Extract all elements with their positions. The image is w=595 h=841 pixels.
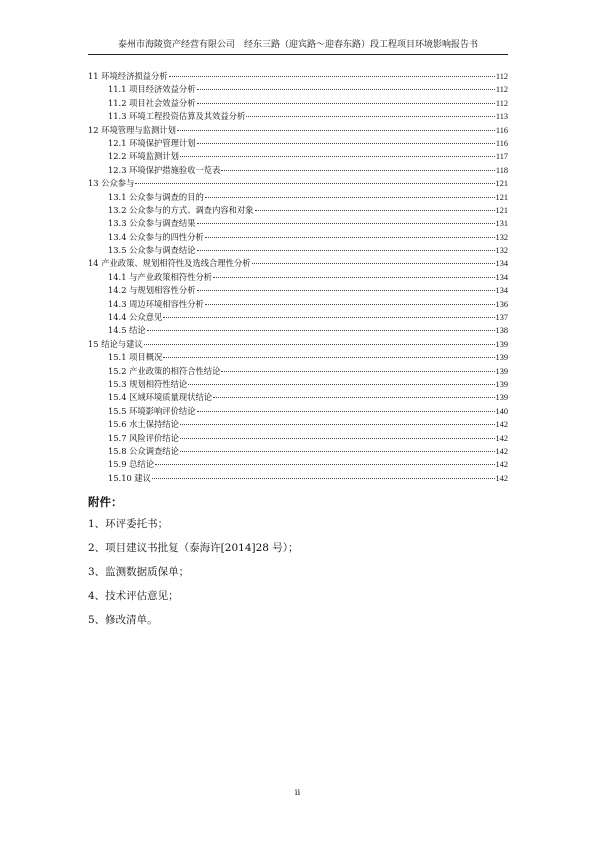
toc-entry-label: 15 结论与建议: [88, 338, 143, 349]
toc-entry[interactable]: [88, 351, 508, 364]
table-of-contents: [88, 70, 508, 485]
toc-entry-page: 112: [495, 85, 508, 95]
toc-entry[interactable]: [88, 137, 508, 150]
toc-dot-leader: [177, 130, 495, 131]
toc-dot-leader: [155, 464, 495, 465]
toc-entry-label: 12.3 环境保护措施验收一览表: [108, 164, 221, 175]
toc-dot-leader: [197, 250, 495, 251]
toc-dot-leader: [135, 183, 494, 184]
toc-entry-label: 15.1 项目概况: [108, 352, 163, 363]
toc-entry-page: 142: [495, 420, 508, 430]
toc-dot-leader: [180, 424, 495, 425]
toc-entry-label: 13.5 公众参与调查结论: [108, 245, 196, 256]
toc-entry-page: 134: [495, 286, 508, 296]
toc-entry[interactable]: [88, 458, 508, 471]
toc-entry[interactable]: [88, 284, 508, 297]
toc-entry-page: 132: [495, 246, 508, 256]
toc-entry-label: 15.10 建议: [108, 472, 151, 483]
page-number: ii: [294, 788, 301, 798]
toc-entry-page: 139: [495, 353, 508, 363]
toc-entry-page: 142: [495, 433, 508, 443]
toc-entry-page: 131: [495, 219, 508, 229]
toc-entry[interactable]: [88, 418, 508, 431]
toc-entry-page: 134: [495, 259, 508, 269]
toc-entry-page: 113: [495, 112, 508, 122]
toc-entry[interactable]: [88, 257, 508, 270]
toc-entry-page: 132: [495, 232, 508, 242]
toc-entry-label: 11.1 项目经济效益分析: [108, 84, 196, 95]
toc-entry-label: 15.4 区域环境质量现状结论: [108, 392, 213, 403]
toc-entry-page: 140: [495, 406, 508, 416]
toc-entry[interactable]: [88, 378, 508, 391]
toc-entry-label: 15.5 环境影响评价结论: [108, 405, 196, 416]
attachments-section: [88, 494, 508, 637]
toc-entry-page: 139: [495, 379, 508, 389]
toc-dot-leader: [197, 290, 495, 291]
toc-entry-label: 13.4 公众参与的四性分析: [108, 231, 204, 242]
toc-dot-leader: [197, 411, 495, 412]
toc-entry[interactable]: [88, 231, 508, 244]
toc-dot-leader: [252, 263, 495, 264]
toc-entry-label: 12.2 环境监测计划: [108, 151, 179, 162]
toc-entry-page: 121: [495, 205, 508, 215]
attachment-item: 2、项目建议书批复（泰海许[2014]28 号）；: [88, 542, 299, 554]
toc-dot-leader: [213, 277, 494, 278]
toc-entry-label: 11.2 项目社会效益分析: [108, 97, 196, 108]
toc-entry-page: 139: [495, 393, 508, 403]
toc-entry-page: 117: [495, 152, 508, 162]
toc-entry[interactable]: [88, 124, 508, 137]
toc-entry[interactable]: [88, 150, 508, 163]
toc-dot-leader: [197, 89, 495, 90]
toc-entry-page: 142: [495, 473, 508, 483]
toc-entry[interactable]: [88, 445, 508, 458]
toc-entry-page: 136: [495, 299, 508, 309]
toc-dot-leader: [147, 330, 495, 331]
toc-entry-label: 12.1 环境保护管理计划: [108, 137, 196, 148]
toc-entry[interactable]: [88, 204, 508, 217]
toc-entry-page: 142: [495, 460, 508, 470]
toc-entry-label: 15.7 风险评价结论: [108, 432, 179, 443]
toc-dot-leader: [197, 223, 495, 224]
toc-entry-page: 112: [495, 72, 508, 81]
toc-entry[interactable]: [88, 365, 508, 378]
toc-entry-label: 11 环境经济损益分析: [88, 71, 168, 81]
toc-entry-label: 15.9 总结论: [108, 459, 155, 470]
header-rule: [88, 54, 508, 55]
toc-entry-page: 137: [495, 313, 508, 323]
toc-entry[interactable]: [88, 324, 508, 337]
toc-entry[interactable]: [88, 298, 508, 311]
attachment-item: 5、修改清单。: [88, 614, 158, 626]
toc-entry-label: 12 环境管理与监测计划: [88, 124, 176, 135]
toc-dot-leader: [255, 210, 495, 211]
toc-entry[interactable]: [88, 244, 508, 257]
toc-dot-leader: [188, 384, 494, 385]
toc-entry-label: 13.2 公众参与的方式、调查内容和对象: [108, 204, 254, 215]
toc-entry[interactable]: [88, 97, 508, 110]
toc-entry-page: 112: [495, 98, 508, 108]
attachment-item: 1、环评委托书；: [88, 518, 169, 530]
attachment-item: 3、监测数据质保单；: [88, 566, 190, 578]
toc-entry-page: 118: [495, 165, 508, 175]
toc-entry-label: 13.3 公众参与调查结果: [108, 218, 196, 229]
toc-dot-leader: [205, 304, 495, 305]
toc-dot-leader: [197, 103, 495, 104]
toc-entry[interactable]: [88, 391, 508, 404]
toc-entry-page: 139: [495, 366, 508, 376]
toc-entry[interactable]: [88, 217, 508, 230]
toc-entry-label: 11.3 环境工程投资估算及其效益分析: [108, 111, 246, 122]
running-header-title: 泰州市海陵资产经营有限公司 经东三路（迎宾路～迎春东路）段工程项目环境影响报告书: [117, 40, 478, 50]
toc-dot-leader: [205, 197, 495, 198]
toc-entry-page: 138: [495, 326, 508, 336]
toc-dot-leader: [152, 478, 495, 479]
toc-entry-page: 134: [495, 272, 508, 282]
attachments-title: 附件：: [88, 495, 123, 509]
toc-dot-leader: [180, 156, 495, 157]
toc-entry-page: 139: [495, 339, 508, 349]
toc-entry[interactable]: [88, 110, 508, 123]
toc-entry-label: 14.5 结论: [108, 325, 146, 336]
toc-entry-page: 121: [495, 179, 508, 189]
toc-entry-label: 14 产业政策、规划相符性及选线合理性分析: [88, 258, 251, 269]
toc-entry-label: 15.2 产业政策的相符合性结论: [108, 365, 221, 376]
toc-entry-label: 13.1 公众参与调查的目的: [108, 191, 204, 202]
toc-entry[interactable]: [88, 338, 508, 351]
toc-entry[interactable]: [88, 405, 508, 418]
toc-entry-label: 14.3 周边环境相容性分析: [108, 298, 204, 309]
toc-dot-leader: [221, 170, 494, 171]
toc-entry[interactable]: [88, 83, 508, 96]
toc-entry[interactable]: [88, 164, 508, 177]
toc-entry-page: 142: [495, 446, 508, 456]
toc-entry[interactable]: [88, 271, 508, 284]
toc-entry-label: 15.6 水土保持结论: [108, 419, 179, 430]
toc-dot-leader: [197, 143, 495, 144]
toc-dot-leader: [180, 438, 495, 439]
toc-entry[interactable]: [88, 191, 508, 204]
toc-dot-leader: [246, 116, 495, 117]
toc-dot-leader: [205, 237, 495, 238]
toc-entry-label: 15.8 公众调查结论: [108, 445, 179, 456]
toc-entry[interactable]: [88, 177, 508, 190]
toc-entry[interactable]: [88, 70, 508, 83]
toc-dot-leader: [213, 397, 494, 398]
attachment-item: 4、技术评估意见；: [88, 590, 179, 602]
toc-entry-label: 14.2 与规划相容性分析: [108, 285, 196, 296]
toc-dot-leader: [221, 371, 494, 372]
toc-entry-page: 121: [495, 192, 508, 202]
toc-dot-leader: [163, 317, 494, 318]
toc-entry-page: 116: [495, 125, 508, 135]
toc-entry[interactable]: [88, 472, 508, 485]
toc-entry[interactable]: [88, 311, 508, 324]
toc-entry[interactable]: [88, 432, 508, 445]
toc-entry-label: 15.3 规划相符性结论: [108, 378, 188, 389]
toc-dot-leader: [163, 357, 494, 358]
toc-dot-leader: [144, 344, 495, 345]
toc-entry-label: 14.4 公众意见: [108, 312, 163, 323]
toc-entry-page: 116: [495, 138, 508, 148]
toc-dot-leader: [180, 451, 495, 452]
toc-entry-label: 14.1 与产业政策相符性分析: [108, 271, 213, 282]
toc-entry-label: 13 公众参与: [88, 178, 135, 189]
toc-dot-leader: [169, 76, 495, 77]
